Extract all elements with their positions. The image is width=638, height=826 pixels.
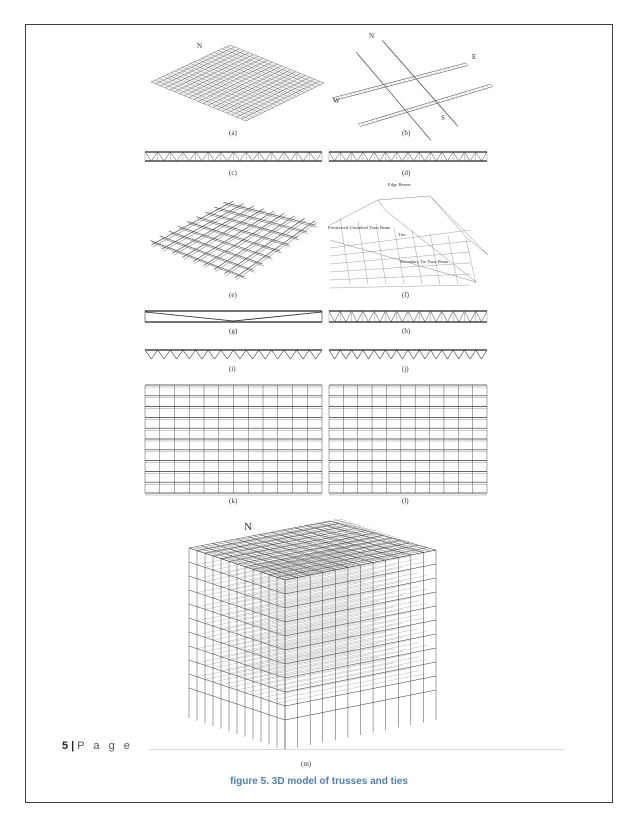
footer-rule xyxy=(150,749,565,750)
label-c: (c) xyxy=(229,169,237,177)
page-word: P a g e xyxy=(77,740,133,752)
panel-c-truss-elevation xyxy=(145,152,322,161)
panel-d-truss-elevation xyxy=(329,152,487,161)
label-g: (g) xyxy=(229,327,238,335)
panel-i-truss-elevation xyxy=(145,350,322,359)
panel-k-frame-elevation xyxy=(145,385,322,495)
panel-h-truss-elevation xyxy=(329,311,487,322)
west-label-b: W xyxy=(333,97,340,105)
label-d: (d) xyxy=(402,169,411,177)
label-j: (j) xyxy=(402,365,409,373)
panel-b-main-trusses xyxy=(332,40,493,141)
label-i: (i) xyxy=(229,365,236,373)
panel-f-truss-detail xyxy=(330,196,488,288)
page-number: 5 xyxy=(62,740,69,752)
panel-g-prestressed-truss xyxy=(145,311,322,322)
north-label-m: N xyxy=(244,521,252,533)
south-label-b: S xyxy=(441,114,445,122)
east-label-b: E xyxy=(472,53,477,61)
page-footer: 5 | P a g e xyxy=(62,740,133,752)
label-b: (b) xyxy=(402,129,411,137)
label-a: (a) xyxy=(229,129,237,137)
panel-l-frame-elevation xyxy=(329,385,487,495)
label-k: (k) xyxy=(229,497,238,505)
panel-e-truss-grid xyxy=(151,201,317,280)
note-edge-beams: Edge Beams xyxy=(388,182,411,187)
north-label-b: N xyxy=(369,32,375,40)
panel-m-3d-model xyxy=(189,519,436,750)
label-f: (f) xyxy=(402,291,409,299)
label-h: (h) xyxy=(402,327,411,335)
note-prestressed: Prestressed Unstudied Truss Beam xyxy=(328,225,391,230)
note-secondary: Secondary Tie Truss Beam xyxy=(400,259,449,264)
note-ties: Ties xyxy=(398,232,406,237)
north-label-a: N xyxy=(197,42,203,50)
panel-j-truss-elevation xyxy=(329,350,487,359)
figure-caption: figure 5. 3D model of trusses and ties xyxy=(230,776,408,787)
label-l: (l) xyxy=(402,497,409,505)
panel-a-grid-plan xyxy=(151,45,324,121)
label-e: (e) xyxy=(229,291,237,299)
label-m: (m) xyxy=(301,760,312,768)
